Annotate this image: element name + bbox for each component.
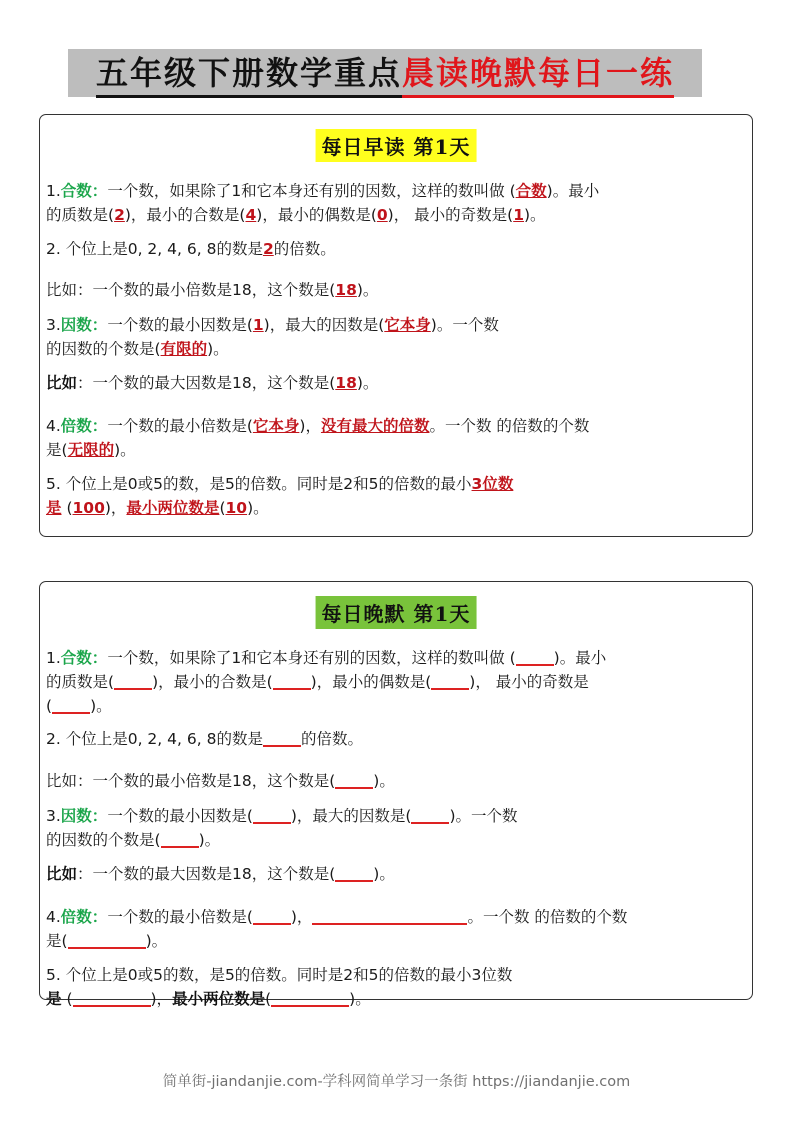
- answer-blank[interactable]: [431, 672, 469, 690]
- evening-item-3-line-1: 3.因数：一个数的最小因数是( )，最大的因数是( )。一个数: [46, 807, 518, 825]
- term-composite: 合数：: [60, 182, 108, 200]
- evening-recall-card: [39, 581, 753, 1008]
- morning-item-1-line-2: 的质数是(2)，最小的合数是(4)，最小的偶数是(0)， 最小的奇数是(1)。: [46, 206, 546, 224]
- answer: 1: [252, 316, 264, 334]
- answer: 18: [335, 281, 357, 299]
- evening-item-1-line-2: 的质数是( )，最小的合数是( )，最小的偶数是( )， 最小的奇数是: [46, 673, 589, 691]
- answer: 合数: [515, 182, 547, 200]
- answer-blank[interactable]: [516, 648, 554, 666]
- answer: 0: [376, 206, 388, 224]
- footer-watermark: 简单街-jiandanjie.com-学科网简单学习一条街 https://jiandanjie.com: [162, 1074, 631, 1090]
- morning-item-3-line-1: 3.因数：一个数的最小因数是(1)，最大的因数是(它本身)。一个数: [46, 316, 499, 334]
- answer-blank[interactable]: [68, 931, 146, 949]
- answer-blank[interactable]: [335, 864, 373, 882]
- answer: 18: [335, 374, 357, 392]
- evening-item-1-line-1: 1.合数：一个数，如果除了1和它本身还有别的因数，这样的数叫做 ( )。最小: [46, 649, 607, 667]
- morning-item-2: 2. 个位上是0, 2, 4, 6, 8的数是2的倍数。: [46, 240, 336, 258]
- answer-blank[interactable]: [52, 696, 90, 714]
- morning-item-4-line-2: 是(无限的)。: [46, 441, 136, 459]
- answer-blank[interactable]: [273, 672, 311, 690]
- answer: 100: [72, 499, 105, 517]
- term-factor: 因数：: [60, 316, 108, 334]
- title-part-red: 晨读晚默每日一练: [402, 48, 674, 98]
- answer-blank[interactable]: [73, 989, 151, 1007]
- answer: 10: [225, 499, 248, 517]
- term-multiple: 倍数：: [60, 908, 108, 926]
- answer: 4: [245, 206, 257, 224]
- evening-item-2: 2. 个位上是0, 2, 4, 6, 8的数是 的倍数。: [46, 730, 363, 748]
- morning-item-1-line-1: 1.合数：一个数，如果除了1和它本身还有别的因数，这样的数叫做 (合数)。最小: [46, 182, 600, 200]
- morning-item-3-line-2: 的因数的个数是(有限的)。: [46, 340, 229, 358]
- answer: 2: [262, 240, 274, 258]
- answer-blank[interactable]: [253, 806, 291, 824]
- evening-item-4-line-2: 是( )。: [46, 932, 168, 950]
- answer: 1: [513, 206, 524, 224]
- title-part-black: 五年级下册数学重点: [96, 48, 402, 98]
- evening-item-1-line-3: ( )。: [46, 697, 112, 715]
- morning-example-2: 比如：一个数的最大因数是18，这个数是(18)。: [46, 374, 379, 392]
- evening-item-3-line-2: 的因数的个数是( )。: [46, 831, 221, 849]
- page-title: [68, 49, 702, 97]
- answer: 3位数: [471, 475, 514, 493]
- evening-example-2: 比如：一个数的最大因数是18，这个数是( )。: [46, 865, 395, 883]
- answer-blank[interactable]: [253, 907, 291, 925]
- answer: 它本身: [384, 316, 431, 334]
- term-multiple: 倍数：: [60, 417, 108, 435]
- morning-example-1: 比如：一个数的最小倍数是18，这个数是(18)。: [46, 281, 379, 299]
- morning-item-5-line-1: 5. 个位上是0或5的数，是5的倍数。同时是2和5的倍数的最小3位数: [46, 475, 514, 493]
- answer-blank[interactable]: [271, 989, 349, 1007]
- answer-blank[interactable]: [312, 907, 467, 925]
- answer: 它本身: [252, 417, 300, 435]
- answer: 2: [114, 206, 125, 224]
- answer-blank[interactable]: [161, 830, 199, 848]
- evening-item-5-line-1: 5. 个位上是0或5的数，是5的倍数。同时是2和5的倍数的最小3位数: [46, 966, 513, 984]
- answer-blank[interactable]: [335, 771, 373, 789]
- morning-reading-card: [39, 114, 753, 537]
- evening-example-1: 比如：一个数的最小倍数是18，这个数是( )。: [46, 772, 395, 790]
- answer: 无限的: [67, 441, 115, 459]
- morning-item-4-line-1: 4.倍数：一个数的最小倍数是(它本身)，没有最大的倍数。一个数 的倍数的个数: [46, 417, 590, 435]
- morning-card-title: 每日早读 第1天: [316, 129, 477, 162]
- evening-item-5-line-2: 是 ( )，最小两位数是( )。: [46, 990, 371, 1008]
- answer-blank[interactable]: [263, 729, 301, 747]
- morning-item-5-line-2: 是 (100)，最小两位数是(10)。: [46, 499, 269, 517]
- evening-card-title: 每日晚默 第1天: [316, 596, 477, 629]
- answer-blank[interactable]: [411, 806, 449, 824]
- answer: 是: [46, 499, 62, 517]
- answer: 没有最大的倍数: [320, 417, 430, 435]
- answer: 最小两位数是: [126, 499, 220, 517]
- term-composite: 合数：: [60, 649, 108, 667]
- answer-blank[interactable]: [114, 672, 152, 690]
- term-factor: 因数：: [60, 807, 108, 825]
- evening-item-4-line-1: 4.倍数：一个数的最小倍数是( )， 。一个数 的倍数的个数: [46, 908, 628, 926]
- answer: 有限的: [160, 340, 208, 358]
